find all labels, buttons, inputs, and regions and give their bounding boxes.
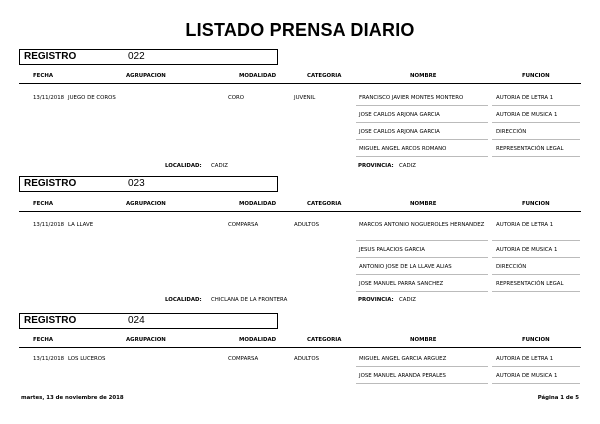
funcion-value: AUTORIA DE MUSICA 1 (496, 247, 558, 253)
row-divider (356, 105, 488, 106)
funcion-value: DIRECCIÓN (496, 264, 527, 270)
header-nombre: NOMBRE (410, 201, 437, 207)
registro-number: 022 (128, 51, 145, 62)
funcion-value: DIRECCIÓN (496, 129, 527, 135)
localidad-value: CHICLANA DE LA FRONTERA (211, 297, 288, 303)
localidad-label: LOCALIDAD: (165, 297, 202, 303)
header-funcion: FUNCION (522, 337, 550, 343)
nombre-value: MIGUEL ANGEL ARCOS ROMANO (359, 146, 447, 152)
funcion-value: AUTORIA DE LETRA 1 (496, 95, 554, 101)
row-divider (492, 383, 580, 384)
header-fecha: FECHA (33, 73, 54, 79)
categoria-value: ADULTOS (294, 222, 320, 228)
modalidad-value: COMPARSA (228, 222, 259, 228)
header-underline (19, 83, 581, 84)
funcion-value: AUTORIA DE LETRA 1 (496, 222, 554, 228)
funcion-value: REPRESENTACIÓN LEGAL (496, 146, 564, 152)
header-fecha: FECHA (33, 201, 54, 207)
funcion-value: REPRESENTACIÓN LEGAL (496, 281, 564, 287)
provincia-value: CADIZ (399, 297, 416, 303)
row-divider (492, 240, 580, 241)
page-title: LISTADO PRENSA DIARIO (185, 20, 415, 40)
registro-label: REGISTRO (24, 51, 77, 62)
header-underline (19, 211, 581, 212)
nombre-value: JOSE MANUEL ARANDA PERALES (359, 373, 446, 379)
agrupacion-value: LA LLAVE (68, 222, 94, 228)
provincia-value: CADIZ (399, 163, 416, 169)
row-divider (356, 122, 488, 123)
row-divider (356, 274, 488, 275)
row-divider (492, 366, 580, 367)
agrupacion-value: LOS LUCEROS (68, 356, 106, 362)
registro-label: REGISTRO (24, 178, 77, 189)
categoria-value: JUVENIL (294, 95, 316, 101)
nombre-value: ANTONIO JOSE DE LA LLAVE ALIAS (359, 264, 452, 270)
fecha-value: 13/11/2018 (33, 356, 65, 362)
row-divider (492, 156, 580, 157)
localidad-label: LOCALIDAD: (165, 163, 202, 169)
nombre-value: JOSE MANUEL PARRA SANCHEZ (359, 281, 444, 287)
row-divider (356, 366, 488, 367)
nombre-value: FRANCISCO JAVIER MONTES MONTERO (359, 95, 464, 101)
categoria-value: ADULTOS (294, 356, 320, 362)
localidad-value: CADIZ (211, 163, 228, 169)
header-fecha: FECHA (33, 337, 54, 343)
header-categoria: CATEGORIA (307, 337, 342, 343)
row-divider (492, 105, 580, 106)
registro-box (19, 313, 278, 329)
header-agrupacion: AGRUPACION (126, 337, 166, 343)
provincia-label: PROVINCIA: (358, 297, 394, 303)
row-divider (492, 139, 580, 140)
nombre-value: JOSE CARLOS ARJONA GARCIA (359, 129, 440, 135)
row-divider (356, 156, 488, 157)
registro-label: REGISTRO (24, 315, 77, 326)
row-divider (356, 383, 488, 384)
registro-number: 024 (128, 315, 145, 326)
row-divider (492, 257, 580, 258)
fecha-value: 13/11/2018 (33, 95, 65, 101)
row-divider (492, 122, 580, 123)
registro-box (19, 49, 278, 65)
funcion-value: AUTORIA DE MUSICA 1 (496, 112, 558, 118)
header-agrupacion: AGRUPACION (126, 73, 166, 79)
header-funcion: FUNCION (522, 201, 550, 207)
header-categoria: CATEGORIA (307, 73, 342, 79)
header-categoria: CATEGORIA (307, 201, 342, 207)
header-funcion: FUNCION (522, 73, 550, 79)
registro-box (19, 176, 278, 192)
row-divider (492, 274, 580, 275)
provincia-label: PROVINCIA: (358, 163, 394, 169)
nombre-value: MIGUEL ANGEL GARCIA ARGUEZ (359, 356, 447, 362)
nombre-value: JOSE CARLOS ARJONA GARCIA (359, 112, 440, 118)
agrupacion-value: JUEGO DE COROS (68, 95, 116, 101)
footer-date: martes, 13 de noviembre de 2018 (21, 395, 124, 401)
footer-page-number: Página 1 de 5 (537, 395, 579, 401)
row-divider (492, 291, 580, 292)
modalidad-value: COMPARSA (228, 356, 259, 362)
row-divider (356, 291, 488, 292)
header-nombre: NOMBRE (410, 73, 437, 79)
header-modalidad: MODALIDAD (239, 73, 277, 79)
row-divider (356, 139, 488, 140)
row-divider (356, 240, 488, 241)
funcion-value: AUTORIA DE MUSICA 1 (496, 373, 558, 379)
row-divider (356, 257, 488, 258)
funcion-value: AUTORIA DE LETRA 1 (496, 356, 554, 362)
fecha-value: 13/11/2018 (33, 222, 65, 228)
header-agrupacion: AGRUPACION (126, 201, 166, 207)
header-underline (19, 347, 581, 348)
registro-number: 023 (128, 178, 145, 189)
modalidad-value: CORO (228, 95, 244, 101)
header-modalidad: MODALIDAD (239, 337, 277, 343)
nombre-value: JESUS PALACIOS GARCIA (359, 247, 425, 253)
header-nombre: NOMBRE (410, 337, 437, 343)
nombre-value: MARCOS ANTONIO NOGUEROLES HERNANDEZ (359, 222, 485, 228)
header-modalidad: MODALIDAD (239, 201, 277, 207)
